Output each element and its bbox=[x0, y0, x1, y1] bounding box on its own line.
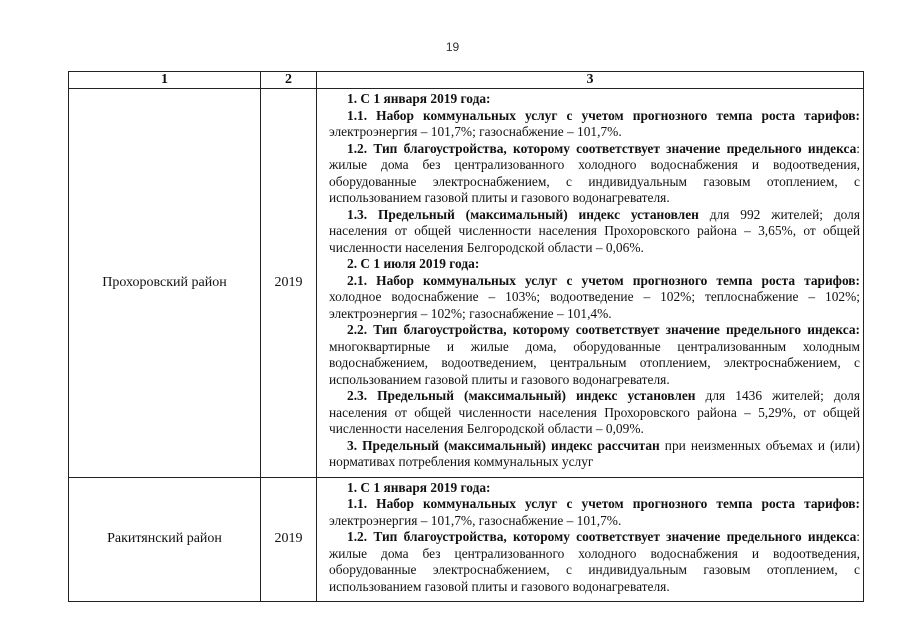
paragraph-heading: 1. С 1 января 2019 года: bbox=[347, 91, 491, 106]
paragraph-heading: 1.2. Тип благоустройства, которому соответствует значение предельного индекса bbox=[347, 140, 857, 156]
paragraph-text: : жилые дома без централизованного холодного водоснабжения и водоотведения, оборудованные электроснабжением, с индивидуальным газовым отоплением, с использованием газовой плиты и газового водонагревателя. bbox=[329, 529, 860, 594]
paragraph-text: электроэнергия – 101,7%, газоснабжение – 101,7%. bbox=[329, 512, 622, 528]
page-number: 19 bbox=[445, 40, 460, 54]
paragraph-text: при неизменных объемах и (или) нормативах потребления коммунальных услуг bbox=[329, 437, 860, 469]
paragraph bbox=[329, 256, 860, 273]
paragraph-heading: 1.3. Предельный (максимальный) индекс установлен bbox=[347, 206, 699, 222]
content-cell bbox=[317, 89, 864, 478]
paragraph-heading: 1.1. Набор коммунальных услуг с учетом прогнозного темпа роста тарифов: bbox=[347, 496, 860, 511]
paragraph-heading: 3. Предельный (максимальный) индекс рассчитан bbox=[347, 437, 660, 453]
paragraph-heading: 2. С 1 июля 2019 года: bbox=[347, 256, 480, 271]
paragraph bbox=[329, 108, 860, 141]
paragraph-heading: 2.1. Набор коммунальных услуг с учетом прогнозного темпа роста тарифов: bbox=[347, 272, 860, 288]
paragraph bbox=[329, 496, 860, 529]
paragraph bbox=[329, 91, 860, 108]
paragraph bbox=[329, 438, 860, 471]
content-cell bbox=[317, 477, 864, 602]
paragraph bbox=[329, 388, 860, 438]
paragraph bbox=[329, 141, 860, 207]
paragraph-text: для 992 жителей; доля населения от общей численности населения Прохоровского района – 3,65%, от общей численности населения Белгородской области – 0,06%. bbox=[329, 206, 860, 255]
district-cell: Прохоровский район bbox=[69, 89, 261, 478]
paragraph-text: электроэнергия – 101,7%; газоснабжение – 101,7%. bbox=[329, 124, 622, 139]
paragraph-heading: 2.2. Тип благоустройства, которому соответствует значение предельного индекса: bbox=[347, 322, 860, 337]
paragraph-heading: 1.1. Набор коммунальных услуг с учетом прогнозного темпа роста тарифов: bbox=[347, 107, 860, 123]
paragraph-text: для 1436 жителей; доля населения от общей численности населения Прохоровского района – 5,29%, от общей численности населения Белгородской области – 0,09%. bbox=[329, 388, 860, 436]
column-header-3: 3 bbox=[317, 72, 864, 89]
district-cell: Ракитянский район bbox=[69, 477, 261, 602]
column-header-1: 1 bbox=[69, 72, 261, 89]
year-cell: 2019 bbox=[261, 477, 317, 602]
paragraph-text: : жилые дома без централизованного холодного водоснабжения и водоотведения, оборудованные электроснабжением, с индивидуальным газовым отоплением, с использованием газовой плиты и газового водонагревателя. bbox=[329, 140, 860, 205]
paragraph-text: многоквартирные и жилые дома, оборудованные централизованным холодным водоснабжением, водоотведением, центральным отоплением, электроснабжением, с использованием газовой плиты и газового водонагревателя. bbox=[329, 338, 860, 387]
paragraph bbox=[329, 322, 860, 388]
header-row bbox=[69, 72, 864, 89]
year-cell: 2019 bbox=[261, 89, 317, 478]
paragraph bbox=[329, 480, 860, 497]
paragraph-heading: 1.2. Тип благоустройства, которому соответствует значение предельного индекса bbox=[347, 529, 857, 544]
paragraph-heading: 2.3. Предельный (максимальный) индекс установлен bbox=[347, 388, 696, 403]
paragraph bbox=[329, 273, 860, 323]
table-row bbox=[69, 89, 864, 478]
table-row bbox=[69, 477, 864, 602]
paragraph-heading: 1. С 1 января 2019 года: bbox=[347, 479, 491, 495]
column-header-2: 2 bbox=[261, 72, 317, 89]
tariff-table bbox=[68, 71, 864, 602]
paragraph bbox=[329, 529, 860, 595]
paragraph-text: холодное водоснабжение – 103%; водоотведение – 102%; теплоснабжение – 102%; электроэнергия – 102%; газоснабжение – 101,4%. bbox=[329, 289, 860, 321]
paragraph bbox=[329, 207, 860, 257]
